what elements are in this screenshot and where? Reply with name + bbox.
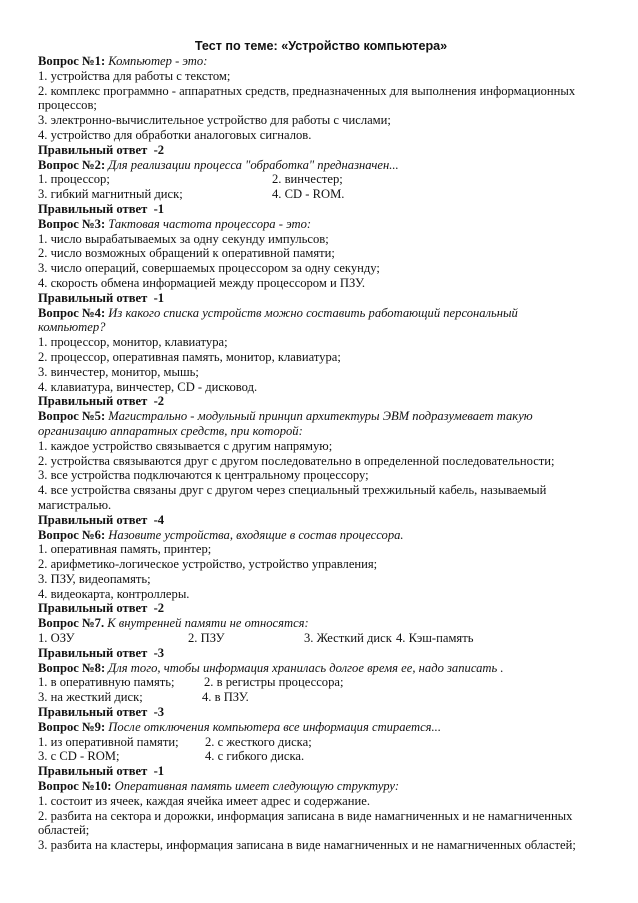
option-continuation: процессов;: [38, 98, 97, 113]
option: 1. оперативная память, принтер;: [38, 542, 212, 557]
question-text-continuation: организацию аппаратных средств, при которой:: [38, 423, 303, 438]
question-9: [38, 720, 618, 735]
question-text: Компьютер - это:: [108, 54, 208, 68]
correct-answer: Правильный ответ -3: [38, 705, 165, 720]
options-row: [38, 690, 618, 705]
question-4: [38, 306, 618, 321]
question-text: Магистрально - модульный принцип архитектуры ЭВМ подразумевает такую: [108, 409, 533, 424]
question-label: Вопрос №9:: [38, 719, 106, 734]
option-continuation: областей;: [38, 823, 90, 838]
options-row: [38, 675, 618, 690]
question-text: Назовите устройства, входящие в состав процессора.: [108, 527, 404, 542]
option: 4. клавиатура, винчестер, CD - дисковод.: [38, 379, 258, 394]
question-text: Тактовая частота процессора - это:: [108, 216, 312, 231]
options-row: [38, 735, 618, 750]
question-text: Из какого списка устройств можно составить работающий персональный: [108, 305, 518, 320]
option: 1. процессор;: [38, 172, 110, 187]
question-3: [38, 217, 618, 232]
option: 3. с CD - ROM;: [38, 749, 120, 764]
question-text: Для того, чтобы информация хранилась долгое время ее, надо записать .: [108, 660, 504, 675]
question-label: Вопрос №4:: [38, 305, 106, 320]
option: 1. состоит из ячеек, каждая ячейка имеет адрес и содержание.: [38, 793, 370, 808]
option: 4. в ПЗУ.: [202, 690, 249, 705]
option: 2. в регистры процессора;: [204, 675, 344, 690]
option: 4. видеокарта, контроллеры.: [38, 586, 190, 601]
question-text: Для реализации процесса "обработка" предназначен...: [108, 157, 399, 172]
option: 3. электронно-вычислительное устройство для работы с числами;: [38, 113, 391, 128]
question-5: [38, 409, 618, 424]
option: 3. все устройства подключаются к центральному процессору;: [38, 468, 369, 483]
option: 3. на жесткий диск;: [38, 690, 143, 705]
options-row: [38, 187, 618, 202]
question-8: [38, 661, 618, 676]
option: 2. устройства связываются друг с другом последовательно в определенной последовательности;: [38, 453, 555, 468]
correct-answer: Правильный ответ -2: [38, 601, 165, 616]
options-row: [38, 631, 618, 646]
option: 2. разбита на сектора и дорожки, информация записана в виде намагниченных и не намагниченных: [38, 808, 573, 823]
option: 1. число вырабатываемых за одну секунду импульсов;: [38, 231, 329, 246]
question-label: Вопрос №7.: [38, 616, 105, 631]
question-1: [38, 54, 618, 69]
document-title: Тест по теме: «Устройство компьютера»: [194, 39, 448, 53]
question-text: К внутренней памяти не относятся:: [107, 616, 309, 631]
options-row: [38, 172, 618, 187]
option-continuation: магистралью.: [38, 497, 112, 512]
question-10: [38, 779, 618, 794]
option: 3. число операций, совершаемых процессором за одну секунду;: [38, 261, 380, 276]
option: 4. с гибкого диска.: [205, 749, 305, 764]
question-text-continuation: компьютер?: [38, 320, 106, 335]
option: 1. в оперативную память;: [38, 675, 175, 690]
option: 4. CD - ROM.: [272, 187, 345, 202]
question-label: Вопрос №10:: [38, 779, 112, 794]
option: 2. винчестер;: [272, 172, 343, 187]
correct-answer: Правильный ответ -1: [38, 290, 165, 305]
option: 2. процессор, оперативная память, монитор, клавиатура;: [38, 349, 341, 364]
correct-answer: Правильный ответ -3: [38, 645, 165, 660]
question-2: [38, 158, 618, 173]
option: 3. ПЗУ, видеопамять;: [38, 571, 151, 586]
correct-answer: Правильный ответ -4: [38, 512, 165, 527]
question-6: [38, 528, 618, 543]
question-7: [38, 616, 618, 631]
correct-answer: Правильный ответ -2: [38, 394, 165, 409]
options-row: [38, 749, 618, 764]
option: 1. ОЗУ: [38, 631, 75, 646]
question-label: Вопрос №2:: [38, 157, 106, 172]
question-label: Вопрос №6:: [38, 527, 106, 542]
option: 4. Кэш-память: [396, 631, 474, 646]
option: 3. винчестер, монитор, мышь;: [38, 364, 199, 379]
option: 2. с жесткого диска;: [205, 734, 312, 749]
correct-answer: Правильный ответ -1: [38, 201, 165, 216]
option: 1. из оперативной памяти;: [38, 734, 179, 749]
correct-answer: Правильный ответ -2: [38, 142, 165, 157]
option: 4. все устройства связаны друг с другом через специальный трехжильный кабель, называемый: [38, 483, 547, 498]
correct-answer: Правильный ответ -1: [38, 764, 165, 779]
option: 3. Жесткий диск: [304, 631, 392, 646]
option: 4. устройство для обработки аналоговых сигналов.: [38, 127, 312, 142]
question-label: Вопрос №3:: [38, 216, 106, 231]
option: 2. арифметико-логическое устройство, устройство управления;: [38, 557, 378, 572]
question-text: Оперативная память имеет следующую структуру:: [114, 779, 400, 794]
option: 3. гибкий магнитный диск;: [38, 187, 183, 202]
option: 2. число возможных обращений к оперативной памяти;: [38, 246, 335, 261]
option: 1. каждое устройство связывается с другим напрямую;: [38, 438, 333, 453]
question-label: Вопрос №5:: [38, 409, 106, 424]
question-text: После отключения компьютера все информация стирается...: [108, 719, 441, 734]
option: 2. ПЗУ: [188, 631, 225, 646]
option: 1. процессор, монитор, клавиатура;: [38, 335, 228, 350]
option: 2. комплекс программно - аппаратных средств, предназначенных для выполнения информационных: [38, 83, 576, 98]
option: 3. разбита на кластеры, информация записана в виде намагниченных и не намагниченных областей;: [38, 838, 576, 853]
option: 4. скорость обмена информацией между процессором и ПЗУ.: [38, 275, 365, 290]
question-label: Вопрос №8:: [38, 660, 106, 675]
option: 1. устройства для работы с текстом;: [38, 68, 231, 83]
question-label: Вопрос №1:: [38, 54, 106, 68]
document-page: [38, 39, 618, 853]
